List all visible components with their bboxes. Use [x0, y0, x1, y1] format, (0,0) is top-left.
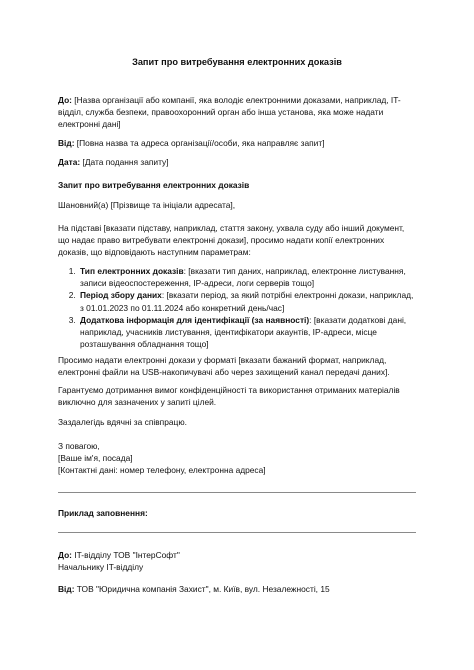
greeting: Шановний(а) [Прізвище та ініціали адресата], [58, 200, 236, 210]
list-item-label: Додаткова інформація для ідентифікації (за наявності) [80, 314, 310, 325]
example-heading: Приклад заповнення: [58, 508, 148, 518]
from-value: [Повна назва та адреса організації/особи, яка направляє запит] [74, 138, 325, 148]
parameters-list [58, 265, 416, 350]
from-label: Від: [58, 138, 75, 148]
subject-line: Запит про витребування електронних доказів [58, 180, 250, 190]
list-item-label: Тип електронних доказів [80, 266, 184, 276]
intro-paragraph: На підставі [вказати підставу, наприклад, стаття закону, ухвала суду або інший документ, що надає право витребувати електронні докази], просимо надати копії електронних доказів, що відповідають наступним параметрам: [58, 223, 405, 258]
example-from-value: ТОВ "Юридична компанія Захист", м. Київ, вул. Незалежності, 15 [74, 584, 330, 594]
document-title: Запит про витребування електронних доказів [132, 57, 342, 67]
example-to-value: IT-відділу ТОВ "ІнтерСофт" [71, 550, 180, 560]
signature-contacts: [Контактні дані: номер телефону, електронна адреса] [58, 465, 266, 476]
format-paragraph: Просимо надати електронні докази у форматі [вказати бажаний формат, наприклад, електронні файли на USB-накопичувачі або через захищений канал передачі даних]. [58, 355, 390, 378]
list-item-text: : [вказати додаткові дані, наприклад, учасників листування, ідентифікатори акаунтів, IP-адреси, місце розташування обладнання тощо] [80, 314, 407, 350]
divider [58, 532, 416, 533]
to-value: [Назва організації або компанії, яка володіє електронними доказами, наприклад, IT-відділ, служба безпеки, правоохоронний орган або інша установа, яка може надати електронні дані] [58, 95, 401, 130]
example-to-label: До: [58, 550, 72, 560]
divider [58, 492, 416, 493]
example-from-label: Від: [58, 584, 75, 594]
signature-block [58, 440, 416, 477]
confidentiality-paragraph: Гарантуємо дотримання вимог конфіденційності та використання отриманих матеріалів виключно для зазначених у запиті цілей. [58, 385, 400, 408]
example-from-paragraph [58, 583, 416, 595]
closing-line: З повагою, [58, 441, 100, 451]
list-item-text: : [вказати період, за який потрібні електронні докази, наприклад, з 01.01.2023 по 01.11.2024 або конкретний день/час] [80, 290, 414, 313]
from-paragraph [58, 137, 416, 149]
date-label: Дата: [58, 157, 81, 167]
example-to-block [58, 549, 416, 573]
to-paragraph [58, 94, 416, 131]
list-item-text: : [вказати тип даних, наприклад, електронне листування, записи відеоспостереження, IP-адреси, логи серверів тощо] [80, 266, 406, 289]
list-item [78, 289, 416, 313]
date-value: [Дата подання запиту] [80, 157, 169, 167]
signature-name: [Ваше ім'я, посада] [58, 453, 133, 464]
thanks-line: Заздалегідь вдячні за співпрацю. [58, 417, 187, 427]
to-label: До: [58, 95, 72, 105]
date-paragraph [58, 156, 416, 168]
example-to-line2: Начальнику IT-відділу [58, 562, 144, 573]
list-item-label: Період збору даних [80, 290, 162, 301]
list-item [78, 314, 416, 351]
list-item [78, 265, 416, 289]
